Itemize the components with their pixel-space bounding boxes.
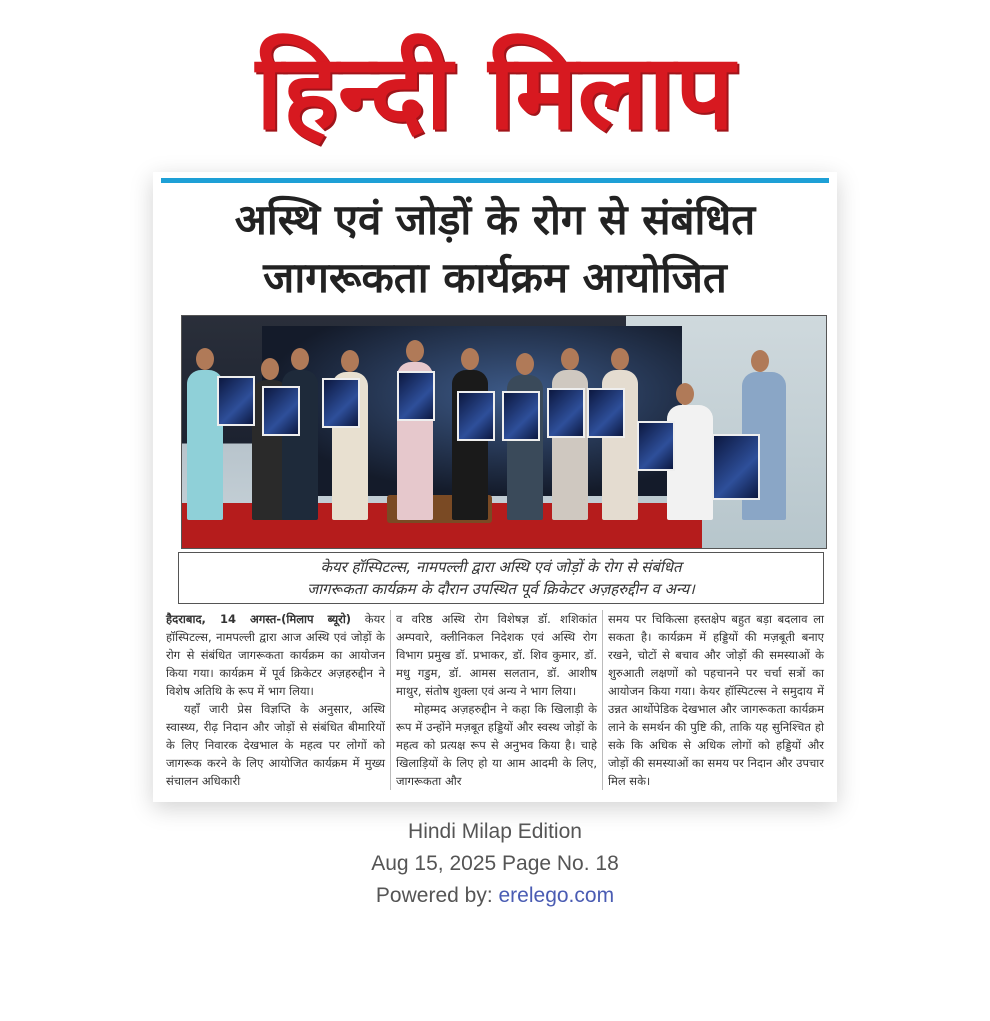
header-rule <box>161 178 829 183</box>
article-column-3 <box>602 610 829 790</box>
erelego-link[interactable]: erelego.com <box>498 884 615 907</box>
article-paragraph: मोहम्मद अज़हरुद्दीन ने कहा कि खिलाड़ी के रूप में उन्होंने मज़बूत हड्डियों और स्वस्थ जोड़ों के महत्व को प्रत्यक्ष रूप से अनुभव किया है। चाहे खिलाड़ियों के लिए हो या आम आदमी के लिए, जागरूकता और <box>396 702 597 788</box>
article-paragraph: समय पर चिकित्सा हस्तक्षेप बहुत बड़ा बदलाव ला सकता है। कार्यक्रम में हड्डियों की मज़बूती बनाए रखने, चोटों से बचाव और जोड़ों की समस्याओं के शुरुआती लक्षणों को पहचानने पर चर्चा सत्रों का आयोजन किया गया। केयर हॉस्पिटल्स ने समुदाय में उन्नत आर्थोपेडिक देखभाल और जागरूकता कार्यक्रम लाने के समर्थन की पुष्टि की, ताकि यह सुनिश्चित हो सके कि अधिक से अधिक लोगों को हड्डियों और जोड़ों की समस्याओं का समय पर निदान और उपचार मिल सके। <box>608 612 824 788</box>
article-paragraph: यहाँ जारी प्रेस विज्ञप्ति के अनुसार, अस्थि स्वास्थ्य, रीढ़ निदान और जोड़ों से संबंधित बीमारियों के लिए निवारक देखभाल के महत्व पर लोगों को जागरूक करने के लिए आयोजित कार्यक्रम में मुख्य संचालन अधिकारी <box>166 702 385 788</box>
poster <box>397 371 435 421</box>
poster <box>457 391 495 441</box>
poster <box>322 378 360 428</box>
headline-line-1: अस्थि एवं जोड़ों के रोग से संबंधित <box>234 195 756 244</box>
powered-by <box>0 880 990 912</box>
edition-name: Hindi Milap Edition <box>408 820 582 843</box>
article-column-2 <box>390 610 602 790</box>
article-paragraph: व वरिष्ठ अस्थि रोग विशेषज्ञ डॉ. शशिकांत अम्पवारे, क्लीनिकल निदेशक एवं अस्थि रोग विभाग प्रमुख डॉ. प्रभाकर, डॉ. शिव कुमार, डॉ. मधु गडुम, डॉ. आमस सलतान, डॉ. आशीष माथुर, संतोष शुक्ला एवं अन्य ने भाग लिया। <box>396 612 597 698</box>
article-headline <box>161 191 829 307</box>
paragraph-text: केयर हॉस्पिटल्स, नामपल्ली द्वारा आज अस्थि एवं जोड़ों के रोग से संबंधित जागरूकता कार्यक्रम का आयोजन किया गया। कार्यक्रम में पूर्व क्रिकेटर अज़हरुद्दीन ने विशेष अतिथि के रूप में भाग लिया। <box>166 612 385 698</box>
dateline: हैदराबाद, 14 अगस्त-(मिलाप ब्यूरो) <box>166 612 352 626</box>
photo-caption <box>178 552 824 604</box>
article-columns <box>161 610 829 790</box>
poster <box>637 421 675 471</box>
clipping-card <box>153 172 837 802</box>
newspaper-masthead: हिन्दी मिलाप <box>255 31 735 153</box>
article-paragraph <box>166 610 385 700</box>
poster <box>712 434 760 500</box>
article-column-1 <box>161 610 390 790</box>
poster <box>217 376 255 426</box>
edition-footer <box>0 816 990 912</box>
poster <box>587 388 625 438</box>
poster <box>502 391 540 441</box>
edition-date-page: Aug 15, 2025 Page No. 18 <box>371 852 619 875</box>
caption-line-2: जागरूकता कार्यक्रम के दौरान उपस्थित पूर्व क्रिकेटर अज़हरुद्दीन व अन्य। <box>307 580 695 598</box>
caption-line-1: केयर हॉस्पिटल्स, नामपल्ली द्वारा अस्थि एवं जोड़ों के रोग से संबंधित <box>320 558 682 576</box>
poster <box>547 388 585 438</box>
event-photo <box>181 315 827 549</box>
headline-line-2: जागरूकता कार्यक्रम आयोजित <box>263 253 727 302</box>
powered-by-label: Powered by: <box>375 884 493 907</box>
poster <box>262 386 300 436</box>
